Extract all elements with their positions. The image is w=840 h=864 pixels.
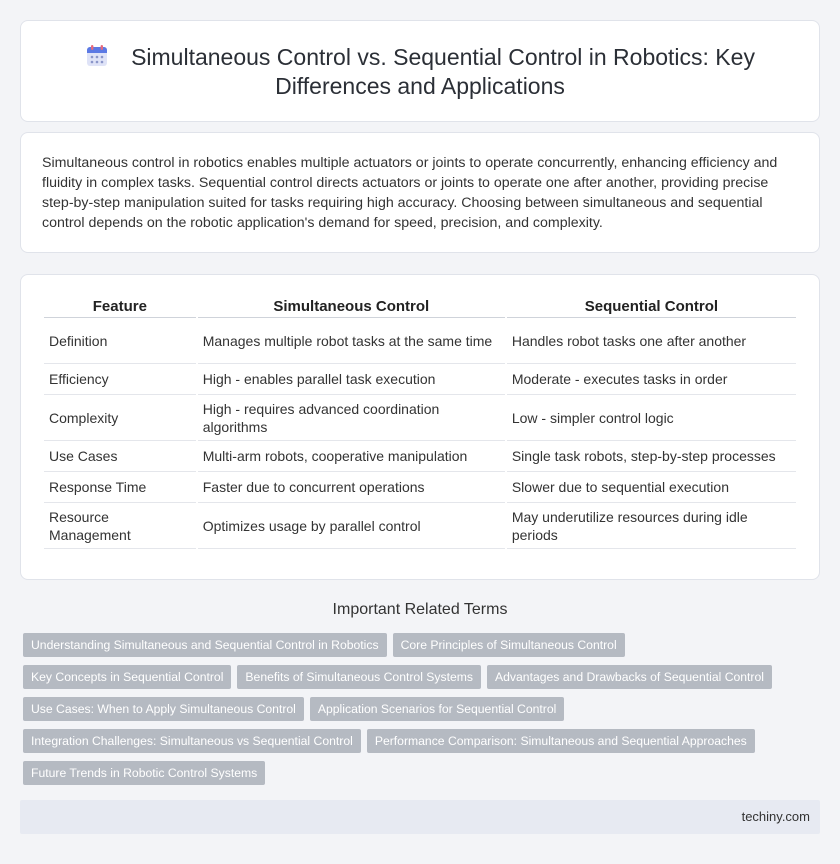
simultaneous-cell: Manages multiple robot tasks at the same time	[198, 318, 505, 364]
related-term-tag[interactable]: Use Cases: When to Apply Simultaneous Control	[23, 697, 304, 721]
footer	[20, 800, 820, 834]
related-terms-list	[23, 633, 783, 793]
intro-card	[20, 132, 820, 253]
related-term-tag[interactable]: Integration Challenges: Simultaneous vs Sequential Control	[23, 729, 361, 753]
calendar-icon	[85, 44, 109, 68]
header-simultaneous: Simultaneous Control	[198, 292, 505, 318]
comparison-table	[42, 292, 798, 549]
feature-cell: Definition	[44, 318, 196, 364]
page-title-wrap	[21, 43, 819, 101]
sequential-cell: Handles robot tasks one after another	[507, 318, 796, 364]
simultaneous-cell: Multi-arm robots, cooperative manipulation	[198, 441, 505, 472]
title-card	[20, 20, 820, 122]
related-term-tag[interactable]: Key Concepts in Sequential Control	[23, 665, 231, 689]
table-header-row	[44, 292, 796, 318]
tag-row	[23, 761, 783, 793]
sequential-cell: Low - simpler control logic	[507, 395, 796, 441]
feature-cell: Efficiency	[44, 364, 196, 395]
feature-cell: Use Cases	[44, 441, 196, 472]
sequential-cell: May underutilize resources during idle periods	[507, 503, 796, 549]
page-title: Simultaneous Control vs. Sequential Control in Robotics: Key Differences and Applications	[131, 44, 755, 99]
table-row	[44, 318, 796, 364]
related-term-tag[interactable]: Future Trends in Robotic Control Systems	[23, 761, 265, 785]
table-row	[44, 364, 796, 395]
related-term-tag[interactable]: Advantages and Drawbacks of Sequential Control	[487, 665, 772, 689]
sequential-cell: Slower due to sequential execution	[507, 472, 796, 503]
simultaneous-cell: High - requires advanced coordination algorithms	[198, 395, 505, 441]
feature-cell: Response Time	[44, 472, 196, 503]
tag-row	[23, 665, 783, 697]
simultaneous-cell: High - enables parallel task execution	[198, 364, 505, 395]
comparison-table-card	[20, 274, 820, 580]
related-term-tag[interactable]: Benefits of Simultaneous Control Systems	[237, 665, 481, 689]
related-term-tag[interactable]: Performance Comparison: Simultaneous and Sequential Approaches	[367, 729, 755, 753]
sequential-cell: Moderate - executes tasks in order	[507, 364, 796, 395]
related-terms-heading: Important Related Terms	[332, 601, 508, 618]
tag-row	[23, 729, 783, 761]
tag-row	[23, 697, 783, 729]
feature-cell: Resource Management	[44, 503, 196, 549]
intro-paragraph: Simultaneous control in robotics enables multiple actuators or joints to operate concurrently, enhancing efficiency and fluidity in complex tasks. Sequential control directs actuators or joints to operate one after another, providing precise step-by-step manipulation suited for tasks requiring high accuracy. Choosing between simultaneous and sequential control depends on the robotic application's demand for speed, precision, and complexity.	[42, 155, 778, 231]
table-row	[44, 395, 796, 441]
simultaneous-cell: Faster due to concurrent operations	[198, 472, 505, 503]
related-term-tag[interactable]: Core Principles of Simultaneous Control	[393, 633, 625, 657]
related-term-tag[interactable]: Application Scenarios for Sequential Control	[310, 697, 564, 721]
related-term-tag[interactable]: Understanding Simultaneous and Sequential Control in Robotics	[23, 633, 387, 657]
header-sequential: Sequential Control	[507, 292, 796, 318]
tag-row	[23, 633, 783, 665]
table-row	[44, 472, 796, 503]
sequential-cell: Single task robots, step-by-step processes	[507, 441, 796, 472]
table-row	[44, 503, 796, 549]
feature-cell: Complexity	[44, 395, 196, 441]
header-feature: Feature	[44, 292, 196, 318]
table-row	[44, 441, 796, 472]
footer-site-link[interactable]: techiny.com	[741, 809, 810, 824]
simultaneous-cell: Optimizes usage by parallel control	[198, 503, 505, 549]
